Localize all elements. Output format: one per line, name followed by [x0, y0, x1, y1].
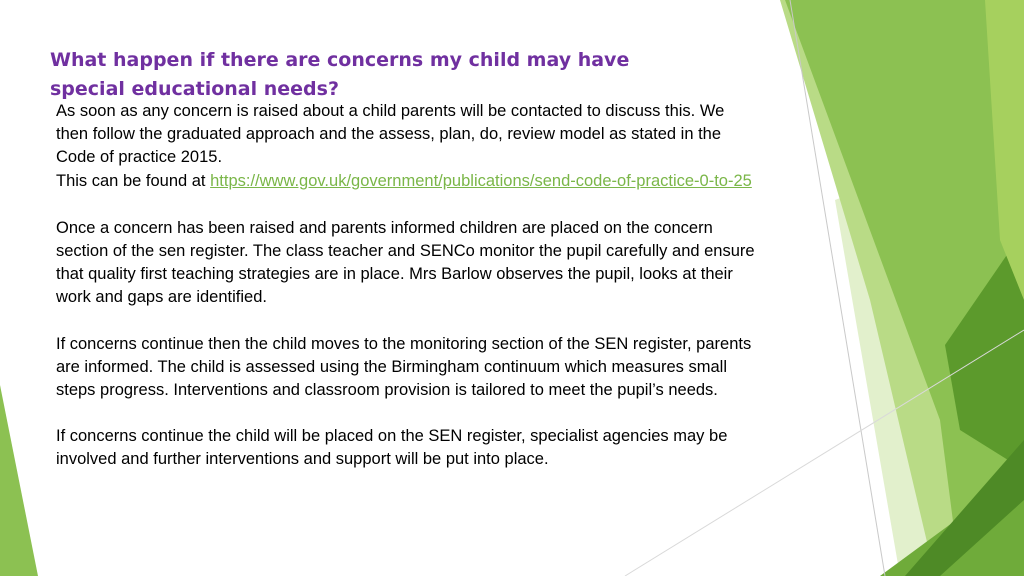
link-prefix: This can be found at	[56, 171, 211, 190]
slide-title: What happen if there are concerns my child may have special educational needs?	[50, 49, 630, 100]
paragraph-intro	[56, 100, 756, 193]
left-green-sliver	[0, 385, 38, 576]
paragraph-sen-register: If concerns continue the child will be placed on the SEN register, specialist agencies may be involved and further interventions and support will be put into place.	[56, 427, 728, 469]
code-of-practice-link[interactable]: https://www.gov.uk/government/publications/send-code-of-practice-0-to-25	[210, 171, 752, 190]
slide-body	[56, 100, 756, 472]
paragraph-intro-text: As soon as any concern is raised about a child parents will be contacted to discuss this. We then follow the graduated approach and the assess, plan, do, review model as stated in the Code of practice 2015.	[56, 102, 725, 167]
paragraph-monitoring-section: If concerns continue then the child moves to the monitoring section of the SEN register, parents are informed. The child is assessed using the Birmingham continuum which measures small steps progress. Interventions and classroom provision is tailored to meet the pupil’s needs.	[56, 334, 752, 400]
paragraph-concern-section: Once a concern has been raised and parents informed children are placed on the concern section of the sen register. The class teacher and SENCo monitor the pupil carefully and ensure that quality first teaching strategies are in place. Mrs Barlow observes the pupil, looks at their work and gaps are identified.	[56, 218, 755, 307]
